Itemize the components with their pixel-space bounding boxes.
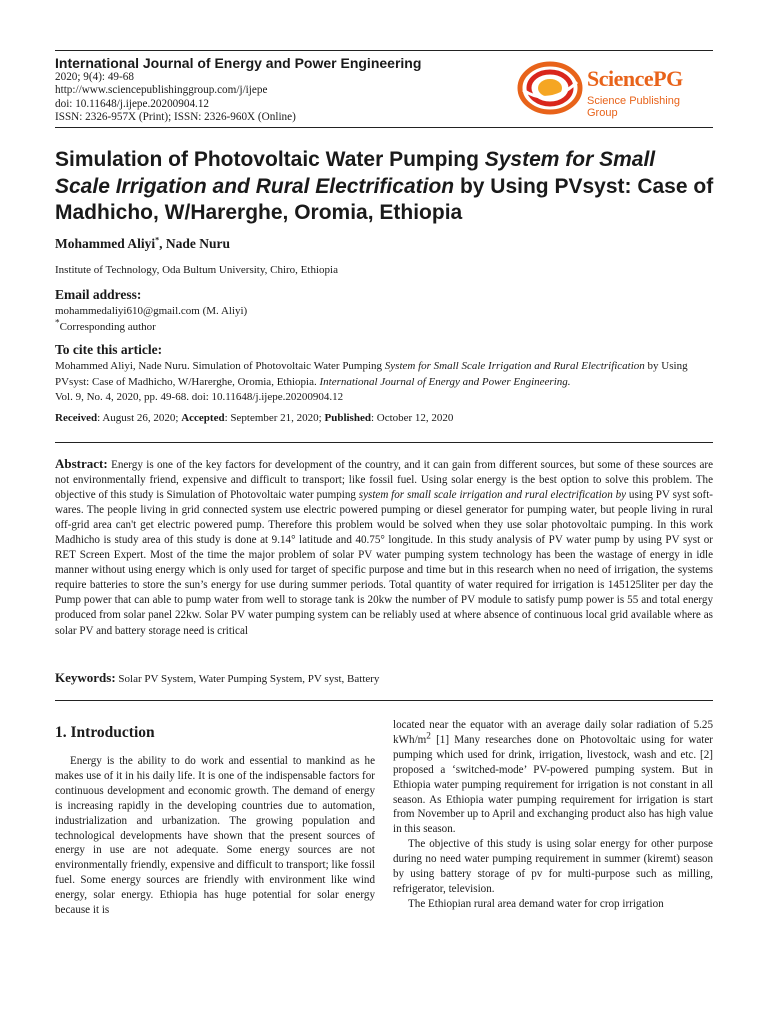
right-column	[393, 718, 713, 912]
keywords-label: Keywords:	[55, 670, 116, 685]
abstract: Abstract: Energy is one of the key factors for development of the country, and it can gain from different sources, but some of these sources are not environmentally friend, expensive and difficult to transport; like fossil fuel. Using solar energy is the best option to solve this problem. The objective of this study is Simulation of Photovoltaic water pumping system for small scale irrigation and rural electrification by using PV syst soft-wares. The people living in grid connected system use electric powered pumping or diesel generator for pumping water, but people living in rural off-grid area can't get electric powered pump. Therefore this problem would be solved when they use solar photovoltaic pumping. In this work Madhicho is study area of this study is done at 9.14° latitude and 40.75° longitude. In this study analysis of PV water pump by using PV syst or RET Screen Expert. Most of the time the major problem of solar PV water pumping system technology has been the wastage of energy in idle manner without using energy which is only used for target of specific purpose and time but in this research when no need of irrigation, the systems require batteries to store the sun’s energy for use during summer periods. Total quantity of water required for irrigation is 145125liter per day the Pump power that can able to pump water from well to storage tank is 20kw the number of PV module to satisfy pump power is 55 and total energy produced from solar panel 22kw. Solar PV water pumping system can be reliably used at where absence of continuous local grid available where as solar PV and battery storage need is critical	[55, 456, 713, 637]
logo-text: SciencePG	[587, 66, 683, 91]
paragraph: located near the equator with an average daily solar radiation of 5.25 kWh/$m^2$ [1] Many researches done on Photovoltaic using for water pumping which used for drink, irrigation, livestock, wash and etc. [2] proposed a ‘switched-mode’ PV-powered pumping system. But in Ethiopia water pumping requirement for irrigation is not constant in all season. As Ethiopia water pumping requirement for irrigation is start from November up to April and exchanging product also has high value in this season.	[393, 719, 713, 836]
left-column	[55, 754, 375, 918]
section-heading: 1. Introduction	[55, 724, 155, 741]
citation-text: Mohammed Aliyi, Nade Nuru. Simulation of Photovoltaic Water Pumping System for Small Scale Irrigation and Rural Electrification by Using PVsyst: Case of Madhicho, W/Harerghe, Oromia, Ethiopia. International Journal of Energy and Power Engineering. Vol. 9, No. 4, 2020, pp. 49-68. doi: 10.11648/j.ijepe.20200904.12	[55, 360, 688, 403]
logo-subtext: Science Publishing Group	[587, 95, 680, 119]
abstract-bottom-rule	[55, 700, 713, 701]
author-list: Mohammed Aliyi*, Nade Nuru	[55, 235, 231, 251]
sciencepg-logo-icon	[517, 60, 583, 116]
author-name: Mohammed Aliyi	[55, 236, 156, 251]
author-name: Nade Nuru	[165, 236, 231, 251]
cite-heading: To cite this article:	[55, 342, 163, 357]
corresponding-mark: *	[155, 235, 160, 245]
abstract-top-rule	[55, 442, 713, 443]
issn-line: ISSN: 2326-957X (Print); ISSN: 2326-960X (Online)	[55, 111, 296, 124]
affiliation: Institute of Technology, Oda Bultum University, Chiro, Ethiopia	[55, 264, 338, 276]
keywords: Keywords: Solar PV System, Water Pumping System, PV syst, Battery	[55, 670, 380, 685]
journal-url[interactable]: http://www.sciencepublishinggroup.com/j/ijepe	[55, 84, 268, 97]
publication-dates: Received: August 26, 2020; Accepted: September 21, 2020; Published: October 12, 2020	[55, 412, 454, 424]
paragraph: Energy is the ability to do work and essential to mankind as he makes use of it in his daily life. It is one of the indispensable factors for continuous development and economic growth. The demand of energy is increasing rapidly in the developing countries due to automation, industrialization and urbanization. The growing population and technological developments have shown that the present sources of energy in use are not adequate. Some energy sources are not environmentally friendly, expensive and difficult to transport; like fossil fuel. Some energy sources are friendly with environment like wind energy, solar energy. Ethiopia has huge potential for solar energy because it is	[55, 755, 375, 917]
header-rule	[55, 127, 713, 128]
sciencepg-logo	[517, 60, 713, 119]
journal-meta	[55, 71, 296, 125]
corresponding-note: *Corresponding author	[55, 317, 156, 333]
email-address[interactable]: mohammedaliyi610@gmail.com (M. Aliyi)	[55, 305, 248, 317]
volume-line: 2020; 9(4): 49-68	[55, 71, 134, 83]
abstract-label: Abstract:	[55, 456, 108, 471]
paragraph: The Ethiopian rural area demand water for crop irrigation	[408, 897, 664, 910]
doi-line: doi: 10.11648/j.ijepe.20200904.12	[55, 97, 210, 110]
top-rule	[55, 50, 713, 51]
paper-title: Simulation of Photovoltaic Water Pumping System for Small Scale Irrigation and Rural Electrification by Using PVsyst: Case of Madhicho, W/Harerghe, Oromia, Ethiopia	[55, 148, 714, 224]
journal-name: International Journal of Energy and Power Engineering	[55, 55, 422, 71]
paragraph: The objective of this study is using solar energy for other purpose during no need water pumping requirement in summer (kiremt) season by using battery storage of pv for multi-purpose such as milling, refrigerator, television.	[393, 838, 713, 895]
email-heading: Email address:	[55, 287, 142, 302]
